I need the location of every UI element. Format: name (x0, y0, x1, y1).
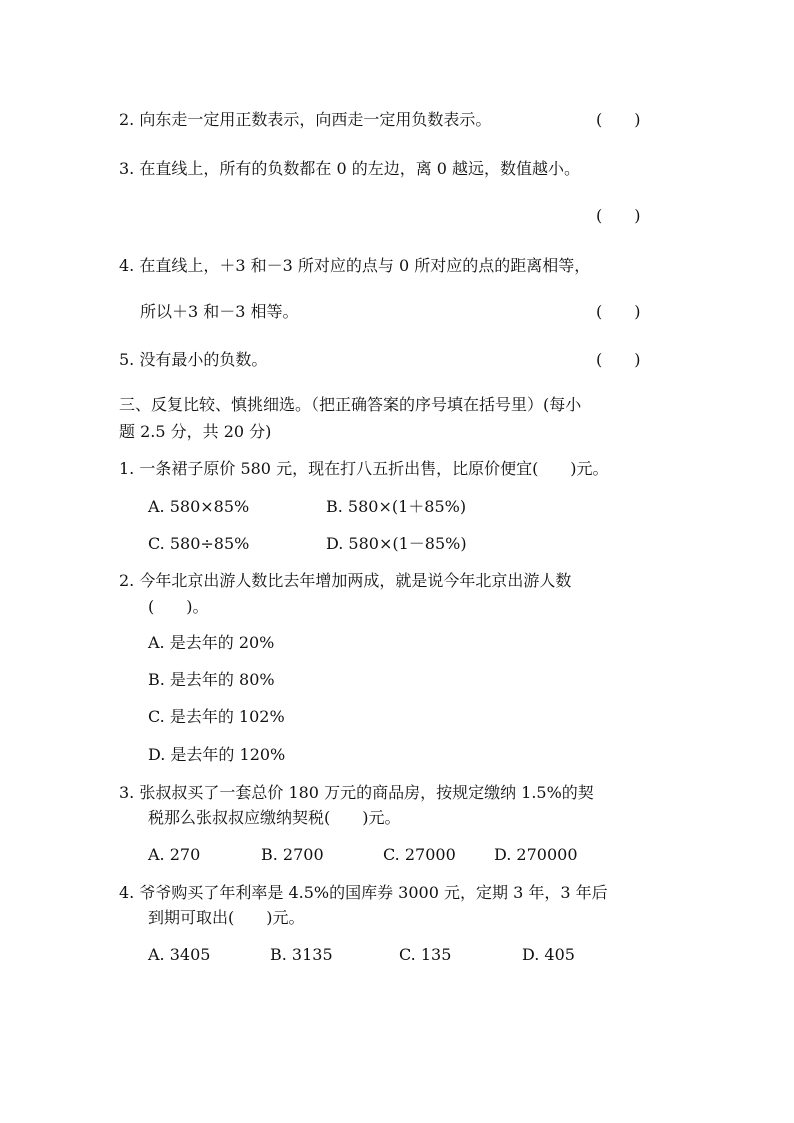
choice-q3-option-a[interactable]: A. 270 (148, 845, 201, 864)
choice-q1-stem: 1. 一条裙子原价 580 元，现在打八五折出售，比原价便宜( )元。 (119, 459, 609, 478)
choice-q3-option-d[interactable]: D. 270000 (494, 845, 578, 864)
choice-q3-option-b[interactable]: B. 2700 (261, 845, 324, 864)
judge-q5: 5. 没有最小的负数。 (119, 350, 268, 369)
section3-title-line1: 三、反复比较、慎挑细选。（把正确答案的序号填在括号里）(每小 (119, 395, 582, 414)
section3-title-line2: 题 2.5 分，共 20 分) (119, 422, 272, 441)
judge-q2: 2. 向东走一定用正数表示，向西走一定用负数表示。 (119, 110, 492, 129)
choice-q4-option-a[interactable]: A. 3405 (148, 945, 211, 964)
choice-q3-option-c[interactable]: C. 27000 (383, 845, 456, 864)
answer-paren-q4[interactable]: ( ) (596, 302, 641, 321)
answer-paren-q3[interactable]: ( ) (596, 206, 641, 225)
choice-q4-option-d[interactable]: D. 405 (522, 945, 575, 964)
choice-q1-option-d[interactable]: D. 580×(1－85%) (326, 534, 467, 553)
choice-q2-option-c[interactable]: C. 是去年的 102% (148, 707, 285, 726)
choice-q2-option-b[interactable]: B. 是去年的 80% (148, 670, 275, 689)
answer-paren-q2[interactable]: ( ) (596, 110, 641, 129)
choice-q1-option-c[interactable]: C. 580÷85% (148, 534, 250, 553)
choice-q2-stem-line2[interactable]: ( )。 (148, 597, 209, 616)
choice-q2-option-a[interactable]: A. 是去年的 20% (148, 633, 275, 652)
choice-q3-stem-line2: 税那么张叔叔应缴纳契税( )元。 (148, 808, 401, 827)
judge-q3: 3. 在直线上，所有的负数都在 0 的左边，离 0 越远，数值越小。 (119, 159, 581, 178)
judge-q4-line1: 4. 在直线上，＋3 和－3 所对应的点与 0 所对应的点的距离相等， (119, 256, 591, 275)
choice-q2-option-d[interactable]: D. 是去年的 120% (148, 745, 286, 764)
answer-paren-q5[interactable]: ( ) (596, 350, 641, 369)
choice-q2-stem-line1: 2. 今年北京出游人数比去年增加两成，就是说今年北京出游人数 (119, 571, 572, 590)
choice-q4-option-c[interactable]: C. 135 (399, 945, 452, 964)
choice-q1-option-a[interactable]: A. 580×85% (148, 497, 250, 516)
choice-q4-stem-line2: 到期可取出( )元。 (148, 908, 305, 927)
choice-q1-option-b[interactable]: B. 580×(1＋85%) (326, 497, 467, 516)
judge-q4-line2: 所以＋3 和－3 相等。 (140, 302, 299, 321)
choice-q3-stem-line1: 3. 张叔叔买了一套总价 180 万元的商品房，按规定缴纳 1.5%的契 (119, 783, 594, 802)
choice-q4-option-b[interactable]: B. 3135 (270, 945, 333, 964)
choice-q4-stem-line1: 4. 爷爷购买了年利率是 4.5%的国库券 3000 元，定期 3 年，3 年后 (119, 883, 608, 902)
